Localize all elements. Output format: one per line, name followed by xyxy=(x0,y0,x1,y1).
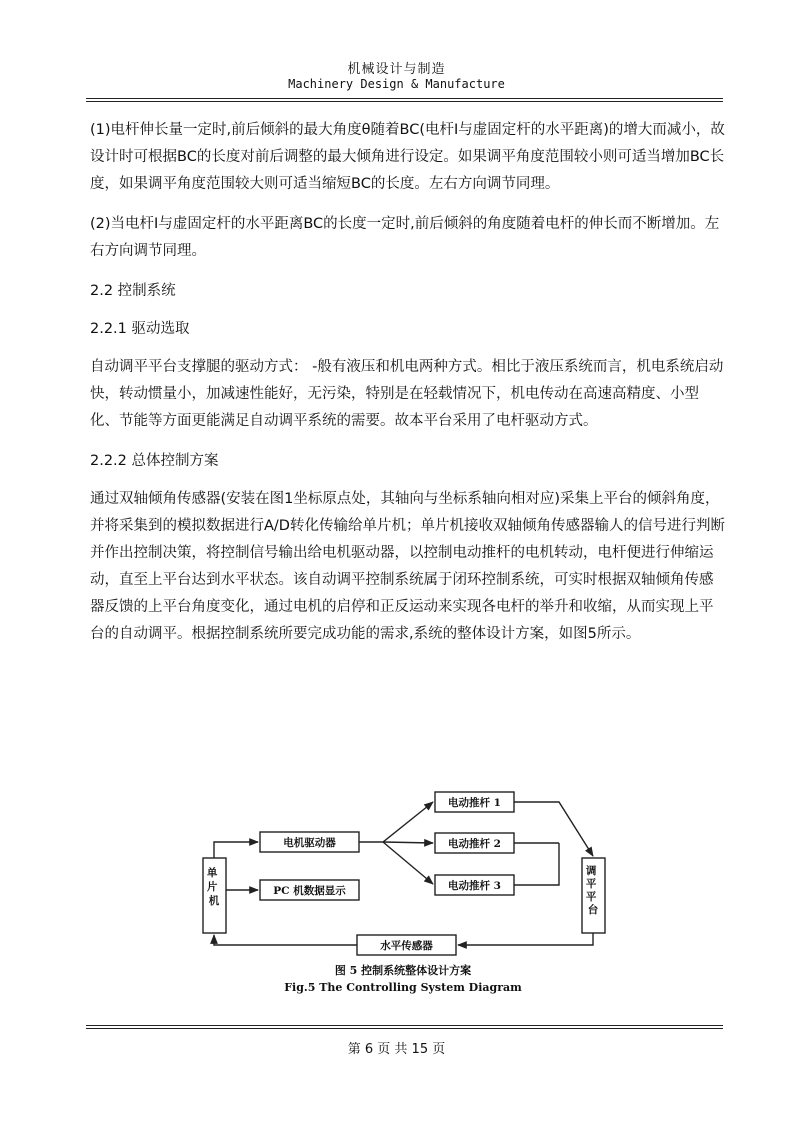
paragraph-4: 通过双轴倾角传感器(安装在图1坐标原点处，其轴向与坐标系轴向相对应)采集上平台的倾斜角度，并将采集到的模拟数据进行A/D转化传输给单片机；单片机接收双轴倾角传感器输人的信号进行判断并作出控制决策，将控制信号输出给电机驱动器，以控制电动推杆的电机转动，电杆便进行伸缩运动，直至上平台达到水平状态。该自动调平控制系统属于闭环控制系统，可实时根据双轴倾角传感器反馈的上平台角度变化，通过电机的启停和正反运动来实现各电杆的举升和收缩，从而实现上平台的自动调平。根据控制系统所要完成功能的需求,系统的整体设计方案，如图5所示。 xyxy=(90,491,725,642)
footer-rule-2 xyxy=(86,1028,723,1029)
section-heading: 2.2 控制系统 xyxy=(90,283,176,299)
header-title-en: Machinery Design & Manufacture xyxy=(288,77,505,91)
pc-label: PC 机数据显示 xyxy=(273,885,346,897)
paragraph-1: (1)电杆伸长量一定时,前后倾斜的最大角度θ随着BC(电杆Ⅰ与虚固定杆的水平距离)的增大而减小，故设计时可根据BC的长度对前后调整的最大倾角进行设定。如果调平角度范围较小则可适当增加BC长度，如果调平角度范围较大则可适当缩短BC的长度。左右方向调节同理。 xyxy=(90,122,725,192)
actuator-1-label: 电动推杆 1 xyxy=(448,797,501,809)
paragraph-2: (2)当电杆Ⅰ与虚固定杆的水平距离BC的长度一定时,前后倾斜的角度随着电杆的伸长而不断增加。左右方向调节同理。 xyxy=(90,216,720,259)
figure-caption-en: Fig.5 The Controlling System Diagram xyxy=(284,981,522,994)
control-system-figure xyxy=(193,786,613,998)
diagram-svg xyxy=(193,786,613,998)
page-number: 第 6 页 共 15 页 xyxy=(347,1042,446,1057)
actuator-3-label: 电动推杆 3 xyxy=(448,880,501,892)
header-rule xyxy=(86,98,723,99)
actuator-2-label: 电动推杆 2 xyxy=(448,838,501,850)
mcu-label: 单 片 机 xyxy=(206,867,220,907)
figure-caption-cn: 图 5 控制系统整体设计方案 xyxy=(334,964,472,977)
driver-label: 电机驱动器 xyxy=(283,837,336,849)
subsection-heading-1: 2.2.1 驱动选取 xyxy=(90,321,190,337)
footer-rule xyxy=(86,1025,723,1026)
body-content xyxy=(90,117,726,661)
header-rule-2 xyxy=(86,101,723,102)
sensor-label: 水平传感器 xyxy=(380,940,433,952)
header-title-cn: 机械设计与制造 xyxy=(347,62,446,77)
platform-label: 调 平 平 台 xyxy=(585,865,599,916)
paragraph-3: 自动调平平台支撑腿的驱动方式： -般有液压和机电两种方式。相比于液压系统而言，机电系统启动快，转动惯量小，加减速性能好，无污染，特别是在轻载情况下，机电传动在高速高精度、小型化、节能等方面更能满足自动调平系统的需要。故本平台采用了电杆驱动方式。 xyxy=(90,359,724,429)
subsection-heading-2: 2.2.2 总体控制方案 xyxy=(90,453,219,469)
